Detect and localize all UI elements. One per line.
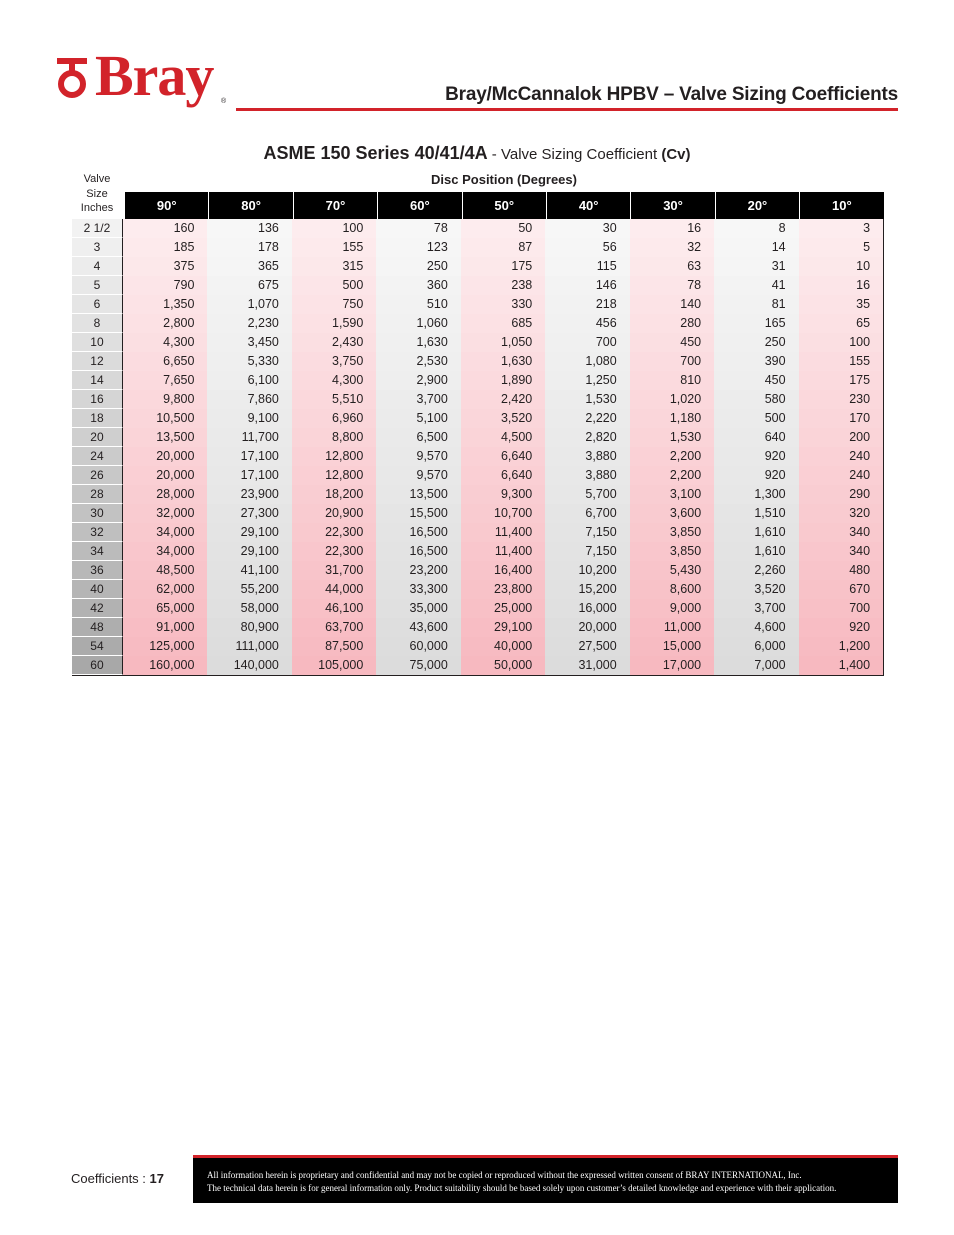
valve-size-cell: 54 [72, 637, 123, 656]
cv-value-cell: 81 [714, 295, 798, 314]
cv-value-cell: 240 [799, 466, 883, 485]
cv-value-cell: 5,510 [292, 390, 376, 409]
cv-value-cell: 1,250 [545, 371, 629, 390]
cv-value-cell: 510 [376, 295, 460, 314]
cv-value-cell: 500 [714, 409, 798, 428]
cv-value-cell: 136 [207, 219, 291, 238]
cv-value-cell: 31 [714, 257, 798, 276]
cv-value-cell: 22,300 [292, 542, 376, 561]
cv-value-cell: 11,400 [461, 523, 545, 542]
cv-value-cell: 320 [799, 504, 883, 523]
cv-value-cell: 65,000 [123, 599, 207, 618]
cv-value-cell: 175 [799, 371, 883, 390]
cv-value-cell: 125,000 [123, 637, 207, 656]
cv-value-cell: 15,000 [630, 637, 714, 656]
cv-value-cell: 58,000 [207, 599, 291, 618]
cv-value-cell: 4,600 [714, 618, 798, 637]
cv-value-cell: 238 [461, 276, 545, 295]
cv-value-cell: 43,600 [376, 618, 460, 637]
cv-value-cell: 123 [376, 238, 460, 257]
cv-value-cell: 375 [123, 257, 207, 276]
valve-size-cell: 34 [72, 542, 123, 561]
cv-value-cell: 32 [630, 238, 714, 257]
cv-value-cell: 29,100 [207, 523, 291, 542]
cv-value-cell: 450 [714, 371, 798, 390]
cv-value-cell: 80,900 [207, 618, 291, 637]
column-header: 40° [546, 192, 630, 219]
cv-value-cell: 23,800 [461, 580, 545, 599]
cv-value-cell: 17,100 [207, 447, 291, 466]
cv-value-cell: 1,610 [714, 542, 798, 561]
table-row [72, 333, 883, 352]
cv-value-cell: 15,200 [545, 580, 629, 599]
column-header: 50° [462, 192, 546, 219]
cv-value-cell: 5 [799, 238, 883, 257]
cv-value-cell: 675 [207, 276, 291, 295]
cv-value-cell: 640 [714, 428, 798, 447]
cv-value-cell: 29,100 [207, 542, 291, 561]
cv-value-cell: 5,430 [630, 561, 714, 580]
cv-value-cell: 2,820 [545, 428, 629, 447]
valve-size-cell: 42 [72, 599, 123, 618]
cv-value-cell: 7,150 [545, 523, 629, 542]
cv-value-cell: 100 [292, 219, 376, 238]
cv-value-cell: 9,570 [376, 466, 460, 485]
cv-value-cell: 1,060 [376, 314, 460, 333]
bray-valve-icon [55, 58, 89, 98]
cv-value-cell: 1,020 [630, 390, 714, 409]
cv-value-cell: 12,800 [292, 447, 376, 466]
cv-value-cell: 240 [799, 447, 883, 466]
cv-value-cell: 16,500 [376, 542, 460, 561]
cv-value-cell: 810 [630, 371, 714, 390]
valve-size-cell: 36 [72, 561, 123, 580]
cv-value-cell: 340 [799, 523, 883, 542]
cv-value-cell: 20,000 [123, 466, 207, 485]
cv-value-cell: 920 [714, 466, 798, 485]
page-label: Coefficients : [71, 1171, 150, 1186]
cv-value-cell: 340 [799, 542, 883, 561]
cv-value-cell: 920 [799, 618, 883, 637]
header-blank [72, 192, 124, 219]
table-row [72, 656, 883, 675]
cv-value-cell: 3,700 [714, 599, 798, 618]
cv-value-cell: 1,050 [461, 333, 545, 352]
header-rule [236, 108, 898, 111]
cv-value-cell: 155 [799, 352, 883, 371]
cv-value-cell: 5,700 [545, 485, 629, 504]
cv-value-cell: 35,000 [376, 599, 460, 618]
cv-value-cell: 1,200 [799, 637, 883, 656]
cv-value-cell: 10 [799, 257, 883, 276]
cv-value-cell: 3 [799, 219, 883, 238]
cv-value-cell: 1,180 [630, 409, 714, 428]
cv-value-cell: 790 [123, 276, 207, 295]
cv-value-cell: 9,100 [207, 409, 291, 428]
cv-value-cell: 3,600 [630, 504, 714, 523]
column-header: 90° [124, 192, 208, 219]
cv-value-cell: 7,860 [207, 390, 291, 409]
table-title [0, 143, 954, 164]
table-row [72, 580, 883, 599]
table-title-main: ASME 150 Series 40/41/4A [263, 143, 488, 163]
valve-size-cell: 12 [72, 352, 123, 371]
cv-value-cell: 1,300 [714, 485, 798, 504]
cv-value-cell: 10,500 [123, 409, 207, 428]
cv-value-cell: 685 [461, 314, 545, 333]
cv-value-cell: 14 [714, 238, 798, 257]
valve-size-cell: 24 [72, 447, 123, 466]
cv-value-cell: 29,100 [461, 618, 545, 637]
cv-value-cell: 16,400 [461, 561, 545, 580]
cv-value-cell: 165 [714, 314, 798, 333]
column-header: 70° [293, 192, 377, 219]
cv-value-cell: 365 [207, 257, 291, 276]
cv-value-cell: 3,700 [376, 390, 460, 409]
cv-value-cell: 50,000 [461, 656, 545, 675]
cv-value-cell: 315 [292, 257, 376, 276]
cv-value-cell: 2,530 [376, 352, 460, 371]
table-row [72, 428, 883, 447]
cv-value-cell: 7,150 [545, 542, 629, 561]
cv-value-cell: 13,500 [123, 428, 207, 447]
cv-value-cell: 100 [799, 333, 883, 352]
column-header: 60° [377, 192, 461, 219]
table-row [72, 276, 883, 295]
cv-value-cell: 2,430 [292, 333, 376, 352]
cv-value-cell: 33,300 [376, 580, 460, 599]
table-row [72, 352, 883, 371]
table-body [72, 219, 884, 676]
valve-size-cell: 6 [72, 295, 123, 314]
cv-value-cell: 2,260 [714, 561, 798, 580]
cv-value-cell: 91,000 [123, 618, 207, 637]
cv-value-cell: 46,100 [292, 599, 376, 618]
cv-value-cell: 111,000 [207, 637, 291, 656]
cv-value-cell: 41 [714, 276, 798, 295]
cv-value-cell: 480 [799, 561, 883, 580]
disclaimer-box [193, 1155, 898, 1203]
cv-value-cell: 8,800 [292, 428, 376, 447]
cv-value-cell: 3,880 [545, 447, 629, 466]
cv-value-cell: 500 [292, 276, 376, 295]
cv-value-cell: 175 [461, 257, 545, 276]
cv-value-cell: 450 [630, 333, 714, 352]
cv-value-cell: 280 [630, 314, 714, 333]
cv-value-cell: 2,200 [630, 466, 714, 485]
valve-caption-line: Inches [80, 202, 114, 214]
table-row [72, 599, 883, 618]
table-row [72, 504, 883, 523]
cv-value-cell: 1,630 [461, 352, 545, 371]
page-number [71, 1171, 164, 1186]
cv-value-cell: 250 [376, 257, 460, 276]
cv-value-cell: 23,200 [376, 561, 460, 580]
valve-size-cell: 14 [72, 371, 123, 390]
column-header: 20° [715, 192, 799, 219]
cv-value-cell: 9,800 [123, 390, 207, 409]
cv-value-cell: 3,520 [714, 580, 798, 599]
cv-value-cell: 34,000 [123, 523, 207, 542]
cv-value-cell: 250 [714, 333, 798, 352]
cv-value-cell: 8 [714, 219, 798, 238]
cv-value-cell: 1,400 [799, 656, 883, 675]
table-row [72, 618, 883, 637]
cv-value-cell: 20,000 [545, 618, 629, 637]
valve-size-cell: 8 [72, 314, 123, 333]
cv-value-cell: 16 [630, 219, 714, 238]
cv-value-cell: 6,100 [207, 371, 291, 390]
cv-value-cell: 17,100 [207, 466, 291, 485]
cv-value-cell: 28,000 [123, 485, 207, 504]
cv-value-cell: 3,850 [630, 523, 714, 542]
table-row [72, 371, 883, 390]
disclaimer-line: The technical data herein is for general information only. Product suitability should be based solely upon customer’s detailed knowledge and experience with their application. [207, 1183, 837, 1193]
cv-value-cell: 2,900 [376, 371, 460, 390]
cv-value-cell: 17,000 [630, 656, 714, 675]
cv-value-cell: 4,300 [292, 371, 376, 390]
cv-value-cell: 1,070 [207, 295, 291, 314]
cv-value-cell: 65 [799, 314, 883, 333]
cv-value-cell: 31,700 [292, 561, 376, 580]
cv-value-cell: 23,900 [207, 485, 291, 504]
cv-value-cell: 9,000 [630, 599, 714, 618]
cv-value-cell: 360 [376, 276, 460, 295]
cv-value-cell: 670 [799, 580, 883, 599]
cv-value-cell: 750 [292, 295, 376, 314]
cv-value-cell: 16,500 [376, 523, 460, 542]
valve-size-cell: 10 [72, 333, 123, 352]
valve-size-cell: 5 [72, 276, 123, 295]
cv-value-cell: 11,000 [630, 618, 714, 637]
cv-value-cell: 1,510 [714, 504, 798, 523]
cv-value-cell: 78 [376, 219, 460, 238]
cv-value-cell: 2,800 [123, 314, 207, 333]
column-header: 10° [799, 192, 883, 219]
cv-value-cell: 920 [714, 447, 798, 466]
cv-value-cell: 6,700 [545, 504, 629, 523]
cv-value-cell: 390 [714, 352, 798, 371]
cv-table [72, 192, 884, 676]
cv-value-cell: 4,300 [123, 333, 207, 352]
valve-size-cell: 32 [72, 523, 123, 542]
cv-value-cell: 31,000 [545, 656, 629, 675]
cv-value-cell: 16,000 [545, 599, 629, 618]
cv-value-cell: 218 [545, 295, 629, 314]
cv-value-cell: 50 [461, 219, 545, 238]
cv-value-cell: 56 [545, 238, 629, 257]
cv-value-cell: 6,500 [376, 428, 460, 447]
cv-value-cell: 700 [799, 599, 883, 618]
cv-value-cell: 5,330 [207, 352, 291, 371]
disclaimer-line: All information herein is proprietary and confidential and may not be copied or reproduced without the expressed written consent of BRAY INTERNATIONAL, Inc. [207, 1170, 802, 1180]
cv-value-cell: 160 [123, 219, 207, 238]
cv-value-cell: 185 [123, 238, 207, 257]
cv-value-cell: 22,300 [292, 523, 376, 542]
cv-value-cell: 105,000 [292, 656, 376, 675]
cv-value-cell: 2,200 [630, 447, 714, 466]
registered-mark: ® [221, 98, 227, 105]
table-row [72, 637, 883, 656]
valve-size-cell: 40 [72, 580, 123, 599]
cv-value-cell: 6,640 [461, 447, 545, 466]
cv-value-cell: 1,590 [292, 314, 376, 333]
valve-size-cell: 4 [72, 257, 123, 276]
table-row [72, 485, 883, 504]
cv-value-cell: 48,500 [123, 561, 207, 580]
cv-value-cell: 3,450 [207, 333, 291, 352]
cv-value-cell: 7,000 [714, 656, 798, 675]
cv-value-cell: 11,400 [461, 542, 545, 561]
table-row [72, 257, 883, 276]
cv-value-cell: 87 [461, 238, 545, 257]
table-row [72, 390, 883, 409]
cv-value-cell: 34,000 [123, 542, 207, 561]
cv-value-cell: 20,900 [292, 504, 376, 523]
cv-value-cell: 9,300 [461, 485, 545, 504]
cv-value-cell: 160,000 [123, 656, 207, 675]
cv-value-cell: 60,000 [376, 637, 460, 656]
header-row [72, 192, 884, 219]
cv-value-cell: 40,000 [461, 637, 545, 656]
cv-value-cell: 580 [714, 390, 798, 409]
cv-value-cell: 3,100 [630, 485, 714, 504]
cv-value-cell: 1,530 [630, 428, 714, 447]
cv-value-cell: 178 [207, 238, 291, 257]
cv-value-cell: 8,600 [630, 580, 714, 599]
table-row [72, 409, 883, 428]
table-row [72, 314, 883, 333]
cv-value-cell: 55,200 [207, 580, 291, 599]
valve-size-cell: 60 [72, 656, 123, 675]
valve-size-cell: 28 [72, 485, 123, 504]
cv-value-cell: 1,080 [545, 352, 629, 371]
page-number-value: 17 [149, 1171, 164, 1186]
cv-value-cell: 1,630 [376, 333, 460, 352]
valve-caption-line: Valve [83, 173, 111, 185]
cv-value-cell: 3,850 [630, 542, 714, 561]
cv-value-cell: 87,500 [292, 637, 376, 656]
cv-value-cell: 456 [545, 314, 629, 333]
cv-value-cell: 330 [461, 295, 545, 314]
cv-value-cell: 2,230 [207, 314, 291, 333]
cv-value-cell: 155 [292, 238, 376, 257]
cv-value-cell: 1,350 [123, 295, 207, 314]
cv-value-cell: 27,500 [545, 637, 629, 656]
valve-size-cell: 2 1/2 [72, 219, 123, 238]
valve-size-cell: 18 [72, 409, 123, 428]
valve-size-cell: 26 [72, 466, 123, 485]
cv-value-cell: 3,880 [545, 466, 629, 485]
cv-value-cell: 6,650 [123, 352, 207, 371]
cv-value-cell: 2,220 [545, 409, 629, 428]
cv-value-cell: 63,700 [292, 618, 376, 637]
cv-value-cell: 115 [545, 257, 629, 276]
table-row [72, 447, 883, 466]
cv-value-cell: 700 [630, 352, 714, 371]
logo-wordmark: Bray [95, 43, 214, 108]
table-title-sub: - Valve Sizing Coefficient [487, 146, 662, 163]
cv-value-cell: 290 [799, 485, 883, 504]
cv-value-cell: 1,890 [461, 371, 545, 390]
cv-value-cell: 41,100 [207, 561, 291, 580]
valve-caption-line: Size [86, 187, 108, 200]
cv-value-cell: 27,300 [207, 504, 291, 523]
cv-value-cell: 16 [799, 276, 883, 295]
cv-value-cell: 700 [545, 333, 629, 352]
table-row [72, 238, 883, 257]
cv-value-cell: 63 [630, 257, 714, 276]
cv-value-cell: 6,960 [292, 409, 376, 428]
table-title-unit: (Cv) [661, 146, 691, 163]
cv-value-cell: 44,000 [292, 580, 376, 599]
cv-value-cell: 200 [799, 428, 883, 447]
cv-value-cell: 13,500 [376, 485, 460, 504]
valve-size-cell: 3 [72, 238, 123, 257]
cv-value-cell: 15,500 [376, 504, 460, 523]
cv-value-cell: 12,800 [292, 466, 376, 485]
cv-value-cell: 1,530 [545, 390, 629, 409]
table-row [72, 542, 883, 561]
cv-value-cell: 140,000 [207, 656, 291, 675]
disc-position-caption: Disc Position (Degrees) [431, 172, 577, 187]
cv-value-cell: 3,750 [292, 352, 376, 371]
cv-value-cell: 75,000 [376, 656, 460, 675]
cv-value-cell: 30 [545, 219, 629, 238]
cv-value-cell: 5,100 [376, 409, 460, 428]
cv-value-cell: 25,000 [461, 599, 545, 618]
cv-value-cell: 2,420 [461, 390, 545, 409]
cv-value-cell: 7,650 [123, 371, 207, 390]
column-header: 30° [630, 192, 714, 219]
cv-value-cell: 10,700 [461, 504, 545, 523]
column-header: 80° [208, 192, 292, 219]
cv-value-cell: 20,000 [123, 447, 207, 466]
cv-value-cell: 9,570 [376, 447, 460, 466]
cv-value-cell: 3,520 [461, 409, 545, 428]
cv-value-cell: 10,200 [545, 561, 629, 580]
cv-value-cell: 140 [630, 295, 714, 314]
table-row [72, 219, 883, 238]
cv-value-cell: 1,610 [714, 523, 798, 542]
valve-size-cell: 30 [72, 504, 123, 523]
cv-value-cell: 170 [799, 409, 883, 428]
cv-value-cell: 78 [630, 276, 714, 295]
cv-value-cell: 62,000 [123, 580, 207, 599]
table-row [72, 295, 883, 314]
cv-value-cell: 35 [799, 295, 883, 314]
valve-size-cell: 16 [72, 390, 123, 409]
cv-value-cell: 11,700 [207, 428, 291, 447]
cv-value-cell: 18,200 [292, 485, 376, 504]
cv-value-cell: 146 [545, 276, 629, 295]
table-row [72, 466, 883, 485]
cv-value-cell: 230 [799, 390, 883, 409]
valve-size-cell: 48 [72, 618, 123, 637]
bray-logo [55, 43, 245, 112]
cv-value-cell: 4,500 [461, 428, 545, 447]
cv-value-cell: 6,000 [714, 637, 798, 656]
cv-value-cell: 6,640 [461, 466, 545, 485]
valve-size-cell: 20 [72, 428, 123, 447]
page-title: Bray/McCannalok HPBV – Valve Sizing Coefficients [445, 84, 898, 105]
table-row [72, 523, 883, 542]
table-row [72, 561, 883, 580]
cv-value-cell: 32,000 [123, 504, 207, 523]
